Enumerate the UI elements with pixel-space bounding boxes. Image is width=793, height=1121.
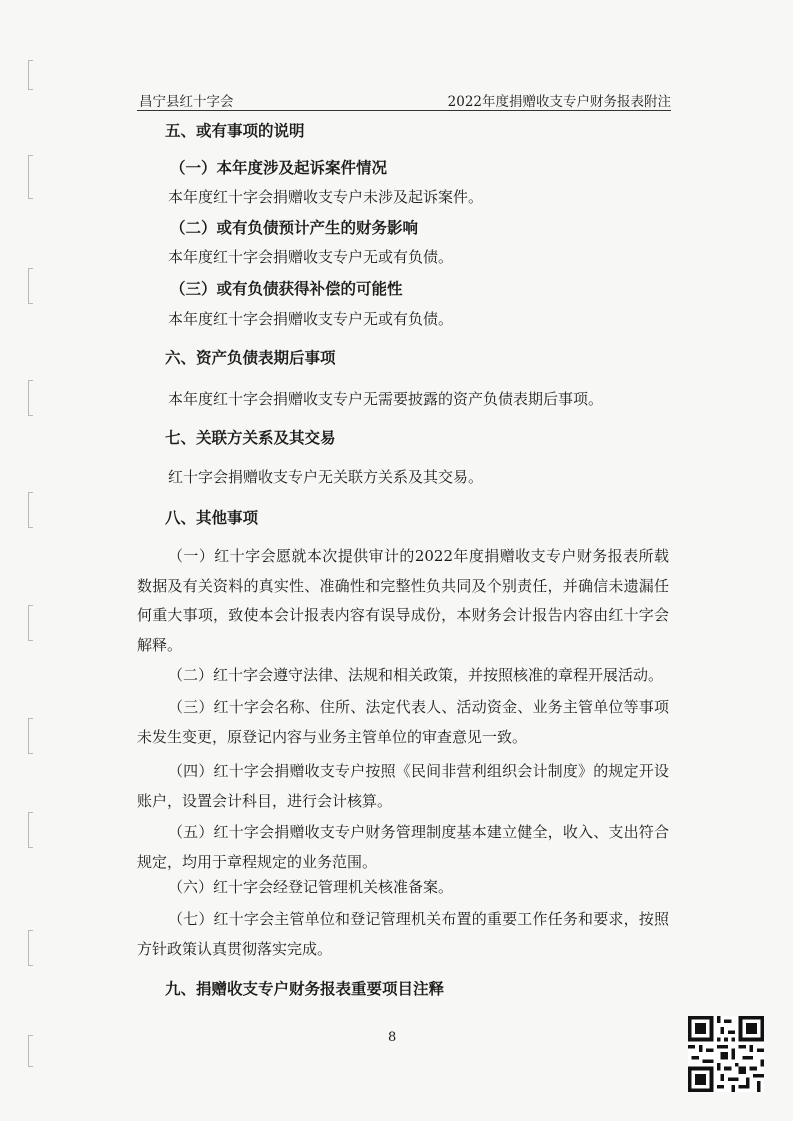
binding-mark [28, 380, 33, 416]
binding-mark [28, 492, 33, 528]
page-header [137, 88, 671, 111]
section-6-text: 本年度红十字会捐赠收支专户无需要披露的资产负债表期后事项。 [168, 390, 604, 408]
section-5-sub3-text: 本年度红十字会捐赠收支专户无或有负债。 [168, 310, 454, 328]
binding-mark [28, 1035, 33, 1067]
binding-mark [28, 718, 33, 754]
binding-mark [28, 155, 33, 199]
qr-code-icon [688, 1016, 764, 1092]
section-8-item-5: （五）红十字会捐赠收支专户财务管理制度基本建立健全，收入、支出符合规定，均用于章程规定的业务范围。 [137, 823, 669, 871]
binding-mark [28, 812, 33, 848]
binding-mark [28, 60, 33, 90]
binding-mark [28, 268, 33, 304]
section-5-title: 五、或有事项的说明 [165, 121, 305, 140]
section-5-sub2-title: （二）或有负债预计产生的财务影响 [170, 218, 419, 237]
binding-mark [28, 930, 33, 966]
section-5-sub1-title: （一）本年度涉及起诉案件情况 [170, 158, 388, 177]
section-8-item-7: （七）红十字会主管单位和登记管理机关布置的重要工作任务和要求，按照方针政策认真贯彻落实完成。 [137, 910, 669, 958]
section-8-item-6: （六）红十字会经登记管理机关核准备案。 [168, 878, 454, 896]
binding-mark [28, 605, 33, 641]
page-number: 8 [388, 1030, 397, 1045]
section-8-item-2: （二）红十字会遵守法律、法规和相关政策，并按照核准的章程开展活动。 [168, 666, 664, 684]
header-org-name: 昌宁县红十字会 [139, 94, 234, 110]
section-8-item-1: （一）红十字会愿就本次提供审计的2022年度捐赠收支专户财务报表所载数据及有关资料的真实性、准确性和完整性负共同及个别责任，并确信未遗漏任何重大事项，致使本会计报表内容有误导成份，本财务会计报告内容由红十字会解释。 [137, 547, 669, 654]
section-7-text: 红十字会捐赠收支专户无关联方关系及其交易。 [168, 468, 484, 486]
section-7-title: 七、关联方关系及其交易 [165, 428, 336, 447]
section-6-title: 六、资产负债表期后事项 [165, 348, 336, 367]
section-5-sub3-title: （三）或有负债获得补偿的可能性 [170, 279, 403, 298]
section-8-title: 八、其他事项 [165, 508, 259, 527]
section-5-sub2-text: 本年度红十字会捐赠收支专户无或有负债。 [168, 248, 454, 266]
section-9-title: 九、捐赠收支专户财务报表重要项目注释 [165, 979, 445, 998]
section-8-item-3: （三）红十字会名称、住所、法定代表人、活动资金、业务主管单位等事项未发生变更，原登记内容与业务主管单位的审查意见一致。 [137, 698, 669, 746]
section-8-item-4: （四）红十字会捐赠收支专户按照《民间非营利组织会计制度》的规定开设账户，设置会计科目，进行会计核算。 [137, 762, 669, 810]
header-report-title: 2022年度捐赠收支专户财务报表附注 [447, 94, 671, 110]
section-5-sub1-text: 本年度红十字会捐赠收支专户未涉及起诉案件。 [168, 188, 484, 206]
